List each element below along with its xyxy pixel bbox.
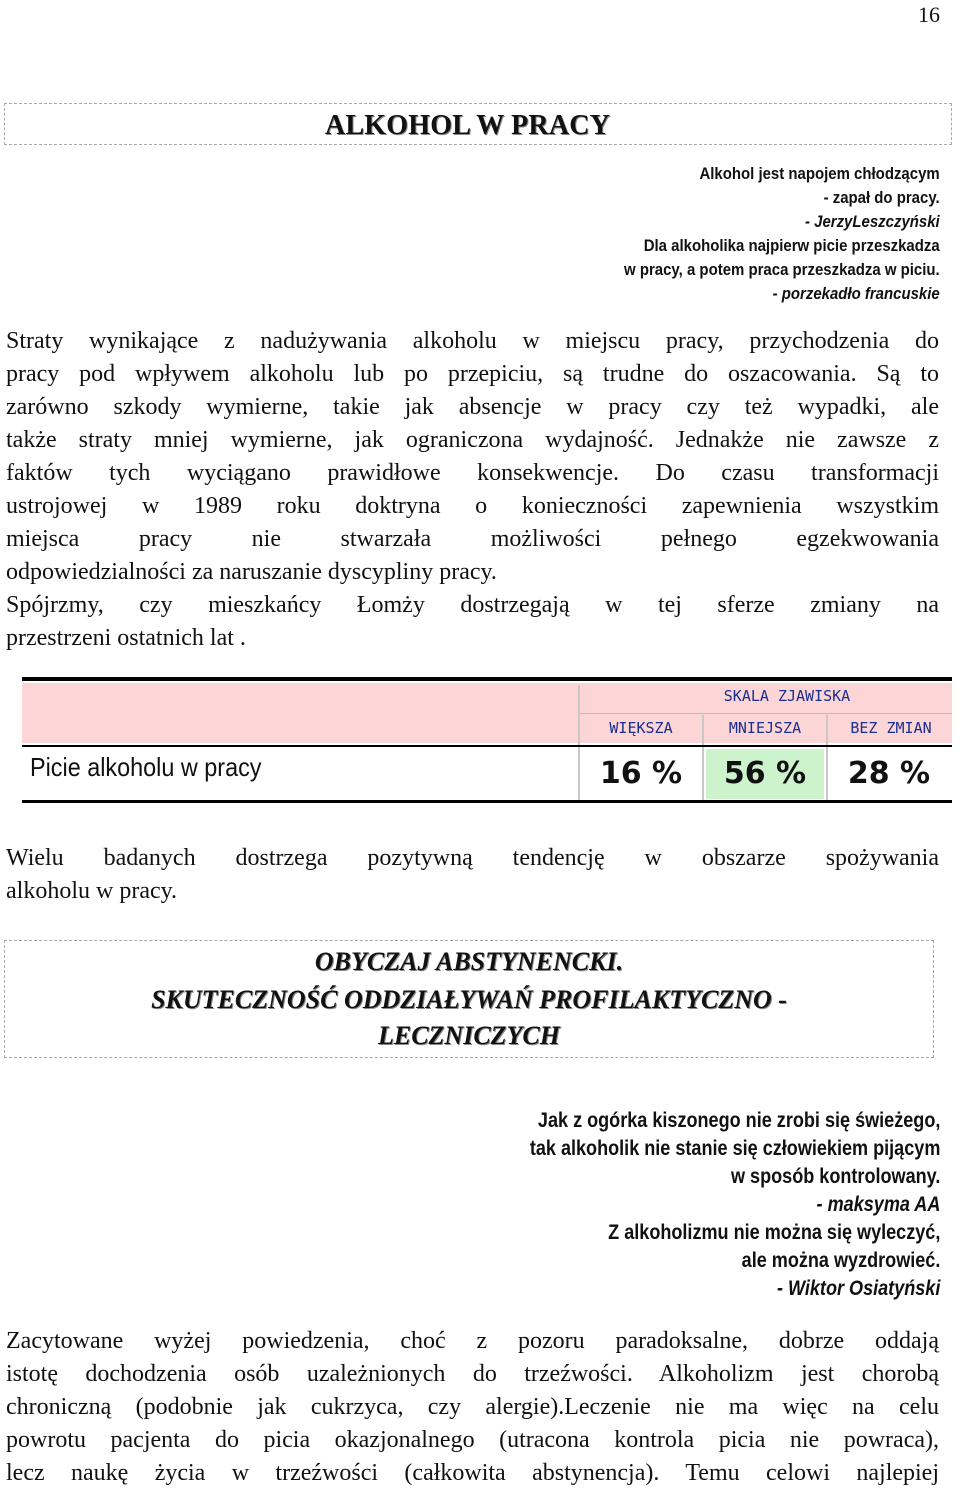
table-bottom-rule (22, 800, 952, 803)
epigraph-line: Alkohol jest napojem chłodzącym (699, 164, 940, 183)
after-table-paragraph (6, 842, 939, 908)
column-header-mniejsza: MNIEJSZA (728, 719, 802, 737)
quote-line: Z alkoholizmu nie można się wyleczyć, (607, 1221, 940, 1244)
table-header (22, 683, 952, 743)
epigraph-line: - zapał do pracy. (823, 188, 940, 207)
paragraph-line: miejsca pracy nie stwarzała możliwości pełnego egzekwowania (6, 526, 939, 552)
paragraph-line: ustrojowej w 1989 roku doktryna o konieczności zapewnienia wszystkim (6, 493, 939, 519)
page-title: ALKOHOL W PRACY (325, 110, 611, 141)
quote-line: tak alkoholik nie stanie się człowiekiem pijącym (529, 1137, 940, 1160)
section-heading-line: OBYCZAJ ABSTYNENCKI. (314, 947, 624, 976)
title-box (4, 103, 952, 145)
closing-paragraph (6, 1325, 939, 1490)
paragraph-line: Straty wynikające z nadużywania alkoholu w miejscu pracy, przychodzenia do (6, 328, 939, 354)
paragraph-line: faktów tych wyciągano prawidłowe konsekwencje. Do czasu transformacji (6, 460, 939, 486)
section-heading-box (4, 940, 934, 1058)
quote-line: Jak z ogórka kiszonego nie zrobi się świeżego, (537, 1109, 940, 1132)
scale-header: SKALA ZJAWISKA (723, 687, 851, 705)
paragraph-line: chroniczną (podobnie jak cukrzyca, czy alergie).Leczenie nie ma więc na celu (6, 1394, 939, 1420)
epigraph-line: Dla alkoholika najpierw picie przeszkadza (644, 236, 940, 255)
paragraph-line: alkoholu w pracy. (6, 878, 178, 904)
column-divider (826, 715, 828, 800)
epigraph-line: w pracy, a potem praca przeszkadza w piciu. (624, 260, 940, 279)
paragraph-line: przestrzeni ostatnich lat . (6, 625, 246, 651)
value-cell-bez-zmian: 28 % (847, 756, 931, 791)
column-divider (578, 685, 580, 800)
quote-source: - Wiktor Osiatyński (776, 1277, 940, 1300)
quote-line: ale można wyzdrowieć. (741, 1249, 940, 1272)
column-divider (702, 715, 704, 800)
paragraph-line: także straty mniej wymierne, jak ograniczona wydajność. Jednakże nie zawsze z (6, 427, 939, 453)
paragraph-line: Spójrzmy, czy mieszkańcy Łomży dostrzegają w tej sferze zmiany na (6, 592, 939, 618)
intro-paragraph (6, 325, 939, 655)
section-heading-line: SKUTECZNOŚĆ ODDZIAŁYWAŃ PROFILAKTYCZNO - (151, 985, 787, 1014)
epigraph (624, 162, 940, 306)
quote-source: - maksyma AA (816, 1193, 940, 1216)
column-header-bez-zmian: BEZ ZMIAN (850, 719, 932, 737)
paragraph-line: Zacytowane wyżej powiedzenia, choć z pozoru paradoksalne, dobrze oddają (6, 1328, 939, 1354)
paragraph-line: powrotu pacjenta do picia okazjonalnego (utracona kontrola picia nie powraca), (6, 1427, 939, 1453)
epigraph-source: - JerzyLeszczyński (805, 212, 940, 231)
column-header-wieksza: WIĘKSZA (609, 719, 673, 737)
quote-line: w sposób kontrolowany. (730, 1165, 940, 1188)
table-top-rule (22, 677, 952, 681)
quote-maksyma-aa (529, 1107, 940, 1303)
page-number: 16 (918, 2, 940, 27)
paragraph-line: istotę dochodzenia osób uzależnionych do trzeźwości. Alkoholizm jest chorobą (6, 1361, 939, 1387)
paragraph-line: Wielu badanych dostrzega pozytywną tendencję w obszarze spożywania (6, 845, 939, 871)
epigraph-source: - porzekadło francuskie (772, 284, 940, 303)
value-cell-mniejsza: 56 % (706, 749, 824, 799)
value-cell-wieksza: 16 % (599, 756, 683, 791)
paragraph-line: zarówno szkody wymierne, takie jak absencje w pracy czy też wypadki, ale (6, 394, 939, 420)
paragraph-line: pracy pod wpływem alkoholu lub po przepiciu, są trudne do oszacowania. Są to (6, 361, 939, 387)
paragraph-line: lecz naukę życia w trzeźwości (całkowita abstynencja). Temu celowi najlepiej (6, 1460, 939, 1486)
header-divider (580, 713, 952, 714)
paragraph-line: odpowiedzialności za naruszanie dyscypliny pracy. (6, 559, 497, 585)
row-label: Picie alkoholu w pracy (30, 752, 262, 782)
table-mid-rule (22, 745, 952, 747)
section-heading-line: LECZNICZYCH (377, 1021, 560, 1050)
